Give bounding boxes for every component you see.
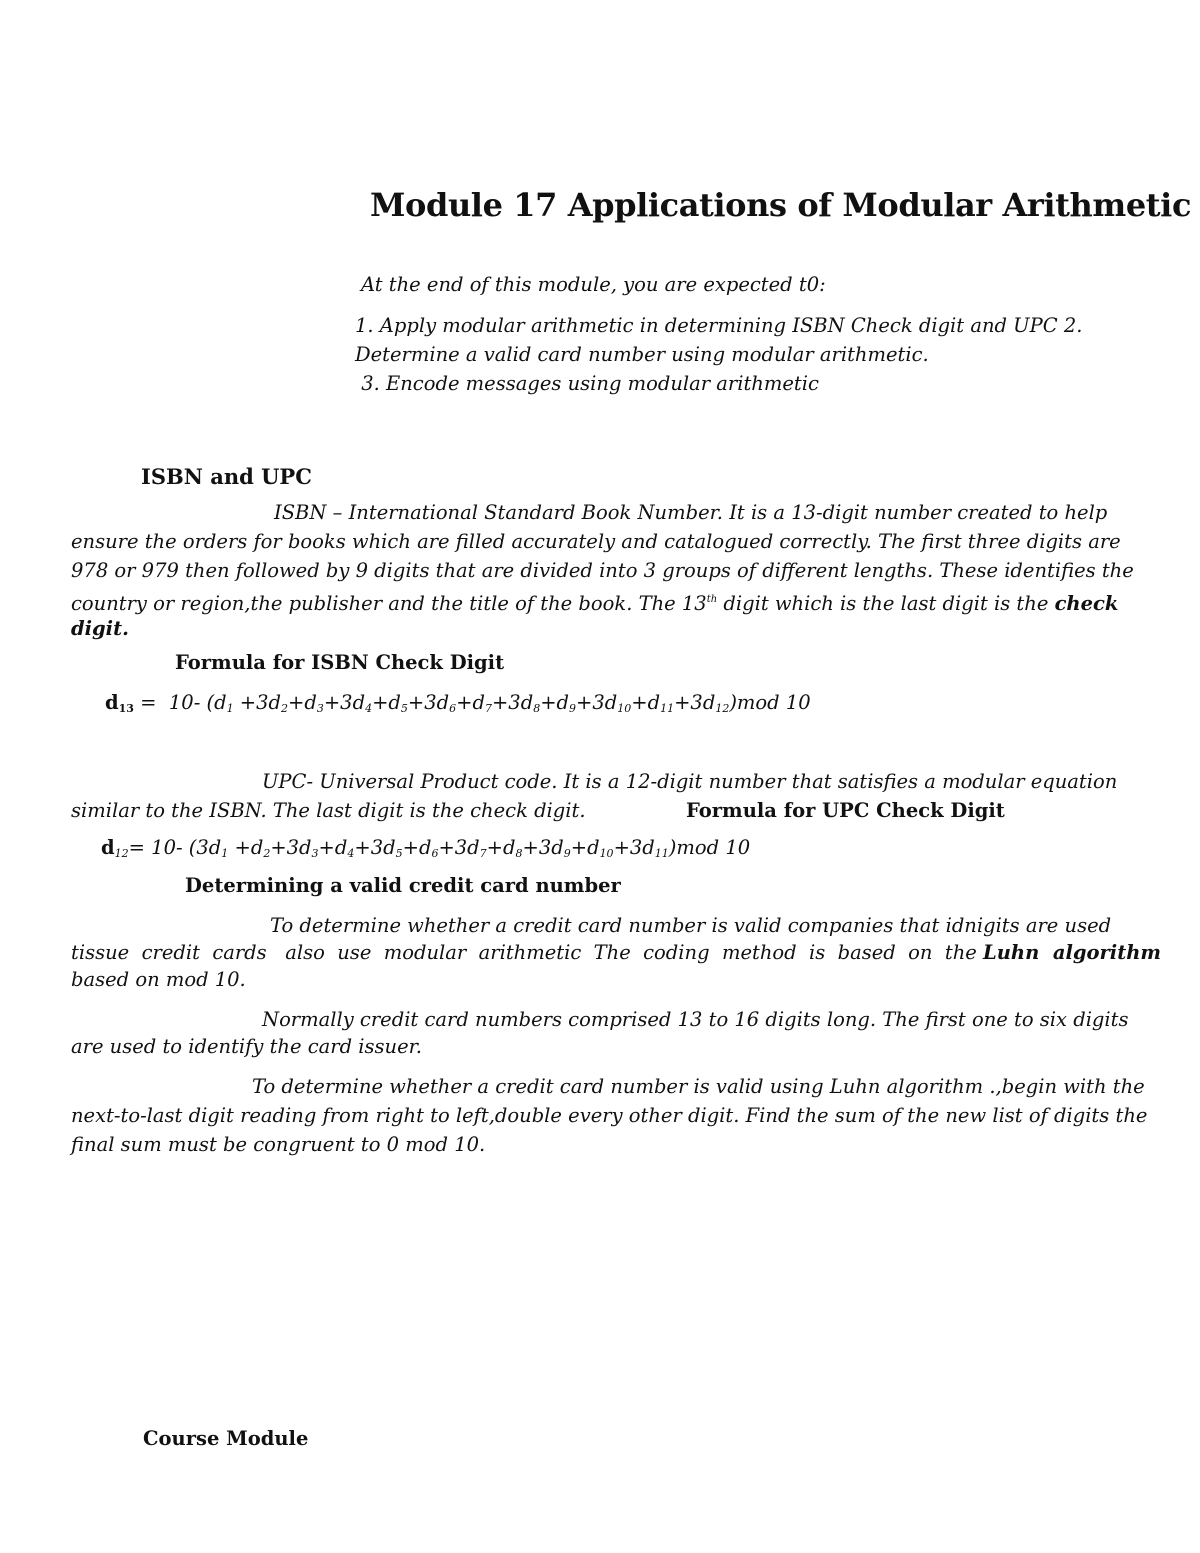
isbn-formula-heading: Formula for ISBN Check Digit	[175, 651, 505, 674]
isbn-para-line-1: ISBN – International Standard Book Number. It is a 13-digit number created to help	[274, 501, 1108, 524]
luhn-algorithm-term: Luhn algorithm	[983, 941, 1162, 964]
page-title: Module 17 Applications of Modular Arithmetic	[370, 186, 1192, 224]
credit-card-heading: Determining a valid credit card number	[185, 874, 621, 897]
credit-p1-line-1: To determine whether a credit card number is valid companies that idnigits are used	[270, 914, 1112, 937]
credit-p3-line-2: next-to-last digit reading from right to left,double every other digit. Find the sum of the new list of digits the	[71, 1104, 1148, 1127]
isbn-para-line-5: digit.	[71, 617, 129, 640]
credit-p1-line-2	[71, 938, 1161, 967]
isbn-formula-var-sub: 13	[118, 702, 134, 715]
upc-formula-eq: = 10- (3d	[128, 836, 222, 859]
isbn-para-line-3: 978 or 979 then followed by 9 digits that are divided into 3 groups of different lengths. These identifies the	[71, 559, 1134, 582]
upc-formula: $d_{12}= 10-$ $(3d_1 +d_2+3d_3+d_4+3d_5+d_6+3d_7+d_8+3d_9+d_{10}+3d_{11})mod$ 10	[101, 836, 751, 860]
isbn-para-line-4	[71, 585, 1118, 618]
footer-course-module: Course Module	[143, 1427, 309, 1450]
credit-p2-line-2: are used to identify the card issuer.	[71, 1035, 422, 1058]
credit-p1-line-3: based on mod 10.	[71, 968, 246, 991]
upc-formula-var: d	[101, 836, 115, 859]
credit-p2-line-1: Normally credit card numbers comprised 13 to 16 digits long. The first one to six digits	[262, 1008, 1129, 1031]
credit-p1-line-2-a: tissue credit cards also use modular arithmetic The coding method is based on the	[71, 941, 984, 964]
upc-formula-var-sub: 12	[114, 847, 129, 860]
isbn-para-line-2: ensure the orders for books which are filled accurately and catalogued correctly. The first three digits are	[71, 530, 1121, 553]
upc-formula-heading: Formula for UPC Check Digit	[686, 799, 1005, 822]
isbn-upc-heading: ISBN and UPC	[141, 464, 312, 489]
upc-para-line-2: similar to the ISBN. The last digit is the check digit.	[71, 799, 586, 822]
credit-p3-line-3: final sum must be congruent to 0 mod 10.	[71, 1133, 486, 1156]
ordinal-suffix: th	[706, 594, 718, 605]
objective-line-1: 1. Apply modular arithmetic in determining ISBN Check digit and UPC 2.	[355, 314, 1083, 337]
isbn-formula: $d_{13} = 10-$ $(d_1 +3d_2+d_3+3d_4+d_5+3d_6+d_7+3d_8+d_9+3d_{10}+d_{11}+3d_{12})mod$ 10	[105, 691, 811, 715]
credit-p3-line-1: To determine whether a credit card number is valid using Luhn algorithm .,begin with the	[252, 1075, 1145, 1098]
isbn-formula-eq: = 10- (d	[133, 691, 227, 714]
check-term: check	[1054, 592, 1119, 615]
isbn-para-line-4-a: country or region,the publisher and the title of the book. The 13	[71, 592, 707, 615]
isbn-formula-var: d	[105, 691, 119, 714]
objectives-intro: At the end of this module, you are expected t0:	[361, 273, 826, 296]
upc-para-line-1: UPC- Universal Product code. It is a 12-digit number that satisfies a modular equation	[262, 770, 1118, 793]
objective-line-3: 3. Encode messages using modular arithmetic	[355, 372, 819, 395]
isbn-para-line-4-b: digit which is the last digit is the	[717, 592, 1055, 615]
objective-line-2: Determine a valid card number using modular arithmetic.	[355, 343, 929, 366]
